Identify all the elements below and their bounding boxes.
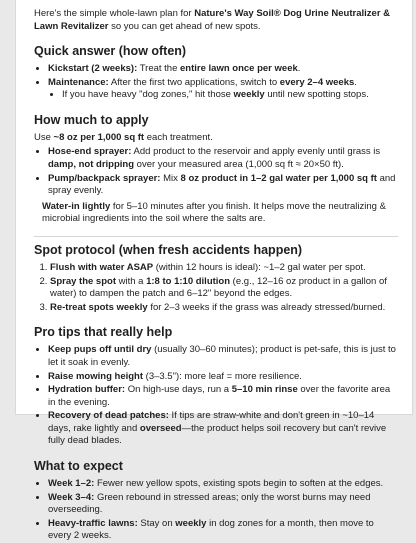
how-much-heading: How much to apply: [34, 112, 149, 127]
spot-protocol-heading: Spot protocol (when fresh accidents happen): [34, 242, 303, 257]
quick-answer-list: [34, 63, 398, 102]
list-item: • Raise mowing height (3–3.5"): more leaf = more resilience.: [48, 371, 398, 384]
spot-protocol-list: [34, 262, 398, 314]
expectations-list: [34, 478, 398, 543]
list-item: • Week 3–4: Green rebound in stressed areas; only the worst burns may need overseeding.: [48, 492, 398, 517]
list-item: 3. Re-treat spots weekly for 2–3 weeks if the grass was already stressed/burned.: [50, 302, 398, 315]
list-item: 2. Spray the spot with a 1:8 to 1:10 dilution (e.g., 12–16 oz product in a gallon of water) to dampen the patch and 6–12" beyond the edges.: [50, 276, 398, 301]
list-item: • Hydration buffer: On high-use days, run a 5–10 min rinse over the favorite area in the evening.: [48, 384, 398, 409]
pro-tips-list: [34, 344, 398, 448]
list-item: • Maintenance: After the first two applications, switch to every 2–4 weeks. • If you have heavy "dog zones," hit those weekly until new spotting stops.: [48, 77, 398, 102]
section-divider: [34, 236, 398, 237]
list-item: • Week 1–2: Fewer new yellow spots, existing spots begin to soften at the edges.: [48, 478, 398, 491]
intro-text: Here's the simple whole-lawn plan for: [34, 8, 195, 19]
list-item: • Pump/backpack sprayer: Mix 8 oz product in 1–2 gal water per 1,000 sq ft and spray evenly.: [48, 173, 398, 198]
water-in-paragraph: Water-in lightly for 5–10 minutes after you finish. It helps move the neutralizing & microbial ingredients into the soil where the salts are.: [42, 200, 386, 225]
usage-paragraph: Use ~8 oz per 1,000 sq ft each treatment.: [34, 131, 213, 143]
application-list: [34, 146, 398, 197]
list-item: • If you have heavy "dog zones," hit those weekly until new spotting stops.: [62, 89, 398, 102]
document-page: [16, 0, 412, 542]
sub-list: [48, 89, 398, 102]
list-item: 1. Flush with water ASAP (within 12 hours is ideal): ~1–2 gal water per spot.: [50, 262, 398, 275]
pro-tips-heading: Pro tips that really help: [34, 325, 173, 340]
list-item: • Hose-end sprayer: Add product to the reservoir and apply evenly until grass is damp, not dripping over your measured area (1,000 sq ft ≈ 20×50 ft).: [48, 146, 398, 171]
what-to-expect-heading: What to expect: [34, 459, 123, 474]
product-name: Nature's Way Soil® Dog Urine Neutralizer & Lawn Revitalizer: [34, 8, 391, 32]
list-item: • Kickstart (2 weeks): Treat the entire lawn once per week.: [48, 63, 398, 76]
cut-off-previous-line: [34, 2, 398, 6]
list-item: • Heavy-traffic lawns: Stay on weekly in dog zones for a month, then move to every 2 weeks.: [48, 518, 398, 543]
quick-answer-heading: Quick answer (how often): [34, 44, 187, 58]
intro-paragraph: [34, 8, 398, 33]
intro-text-end: so you can get ahead of new spots.: [108, 20, 261, 32]
list-item: • Recovery of dead patches: If tips are straw-white and don't green in ~10–14 days, rake lightly and overseed—the product helps soil recovery but can't revive fully dead blades.: [48, 410, 398, 448]
list-item: • Keep pups off until dry (usually 30–60 minutes); product is pet-safe, this is just to let it soak in evenly.: [48, 344, 398, 369]
